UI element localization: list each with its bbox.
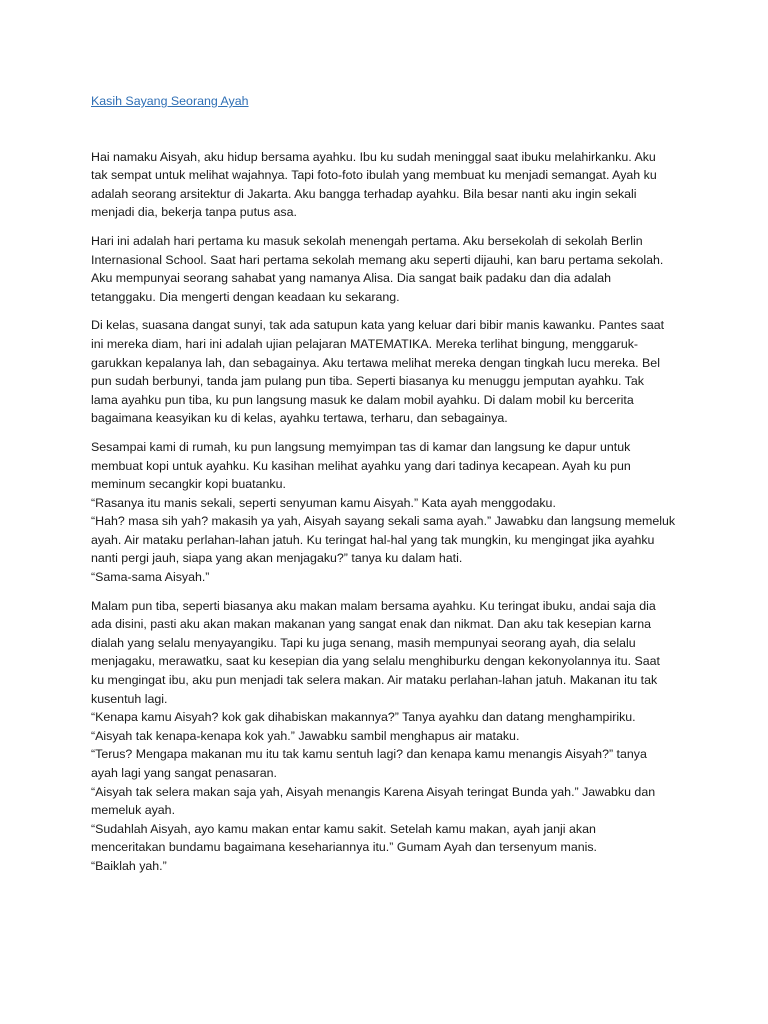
text-line: “Kenapa kamu Aisyah? kok gak dihabiskan makannya?” Tanya ayahku dan datang menghampiriku.	[91, 710, 636, 725]
text-line: dialah yang selalu menyayangiku. Tapi ku juga senang, masih mempunyai seorang ayah, dia selalu	[91, 635, 636, 650]
text-line: pun sudah berbunyi, tanda jam pulang pun tiba. Seperti biasanya ku menuggu jemputan ayahku. Tak	[91, 374, 644, 389]
text-line: memeluk ayah.	[91, 803, 176, 818]
text-line: Hai namaku Aisyah, aku hidup bersama ayahku. Ibu ku sudah meninggal saat ibuku melahirkanku. Aku	[91, 149, 656, 164]
text-line: Internasional School. Saat hari pertama sekolah memang aku seperti dijauhi, kan baru pertama sekolah.	[91, 252, 664, 267]
text-line: ayah lagi yang sangat penasaran.	[91, 766, 277, 780]
text-line: “Sudahlah Aisyah, ayo kamu makan entar kamu sakit. Setelah kamu makan, ayah janji akan	[91, 821, 596, 836]
text-line: ini mereka diam, hari ini adalah ujian pelajaran MATEMATIKA. Mereka terlihat bingung, menggaruk-	[91, 336, 639, 351]
text-line: kusentuh lagi.	[91, 691, 168, 706]
paragraph	[91, 316, 671, 428]
text-line: Di kelas, suasana dangat sunyi, tak ada satupun kata yang keluar dari bibir manis kawanku. Pantes saat	[91, 318, 665, 333]
text-line: Malam pun tiba, seperti biasanya aku makan malam bersama ayahku. Ku teringat ibuku, andai saja dia	[91, 598, 656, 613]
text-line: tetanggaku. Dia mengerti dengan keadaan ku sekarang.	[91, 289, 400, 304]
text-line: “Sama-sama Aisyah.”	[91, 570, 210, 585]
story-title-link[interactable]: Kasih Sayang Seorang Ayah	[91, 94, 249, 108]
document-body	[91, 92, 676, 886]
text-line: menjagaku, merawatku, saat ku kesepian dia yang selalu menghiburku dengan kekonyolannya itu. Saat	[91, 654, 660, 669]
paragraph	[91, 597, 671, 876]
text-line: membuat kopi untuk ayahku. Ku kasihan melihat ayahku yang dari tadinya kecapean. Ayah ku pun	[91, 458, 631, 473]
paragraph	[91, 232, 671, 306]
text-line: “Rasanya itu manis sekali, seperti senyuman kamu Aisyah.” Kata ayah menggodaku.	[91, 495, 556, 510]
paragraph	[91, 148, 671, 222]
text-line: “Hah? masa sih yah? makasih ya yah, Aisyah sayang sekali sama ayah.” Jawabku dan langsung memeluk	[91, 514, 676, 529]
text-line: “Baiklah yah.”	[91, 858, 167, 873]
text-line: lama ayahku pun tiba, ku pun langsung masuk ke dalam mobil ayahku. Di dalam mobil ku bercerita	[91, 392, 634, 407]
text-line: bagaimana keasyikan ku di kelas, ayahku tertawa, terharu, dan sebagainya.	[91, 411, 508, 426]
text-line: “Terus? Mengapa makanan mu itu tak kamu sentuh lagi? dan kenapa kamu menangis Aisyah?” tanya	[91, 747, 647, 762]
text-line: ku mengingat ibu, aku pun menjadi tak selera makan. Air mataku perlahan-lahan jatuh. Makanan itu tak	[91, 673, 658, 688]
text-line: nanti pergi jauh, siapa yang akan menjagaku?” tanya ku dalam hati.	[91, 551, 463, 566]
text-line: meminum secangkir kopi buatanku.	[91, 477, 286, 492]
text-line: “Aisyah tak kenapa-kenapa kok yah.” Jawabku sambil menghapus air mataku.	[91, 728, 520, 743]
text-line: tak sempat untuk melihat wajahnya. Tapi foto-foto ibulah yang membuat ku menjadi semangat. Ayah ku	[91, 168, 657, 183]
text-line: Hari ini adalah hari pertama ku masuk sekolah menengah pertama. Aku bersekolah di sekolah Berlin	[91, 233, 643, 248]
text-line: ayah. Air mataku perlahan-lahan jatuh. Ku teringat hal-hal yang tak mungkin, ku mengingat jika ayahku	[91, 532, 655, 547]
text-line: adalah seorang arsitektur di Jakarta. Aku bangga terhadap ayahku. Bila besar nanti aku ingin sekali	[91, 186, 637, 201]
paragraph-container	[91, 148, 676, 876]
text-line: Sesampai kami di rumah, ku pun langsung memyimpan tas di kamar dan langsung ke dapur untuk	[91, 439, 631, 454]
paragraph	[91, 438, 676, 587]
text-line: menjadi dia, bekerja tanpa putus asa.	[91, 205, 297, 220]
text-line: “Aisyah tak selera makan saja yah, Aisyah menangis Karena Aisyah teringat Bunda yah.” Jawabku dan	[91, 784, 656, 799]
text-line: Aku mempunyai seorang sahabat yang namanya Alisa. Dia sangat baik padaku dan dia adalah	[91, 271, 612, 286]
text-line: garukkan kepalanya lah, dan sebagainya. Aku tertawa melihat mereka dengan tingkah lucu mereka. Bel	[91, 355, 660, 370]
text-line: menceritakan bundamu bagaimana kesehariannya itu.” Gumam Ayah dan tersenyum manis.	[91, 840, 598, 855]
text-line: ada disini, pasti aku akan makan makanan yang sangat enak dan nikmat. Dan aku tak kesepian karna	[91, 617, 651, 632]
